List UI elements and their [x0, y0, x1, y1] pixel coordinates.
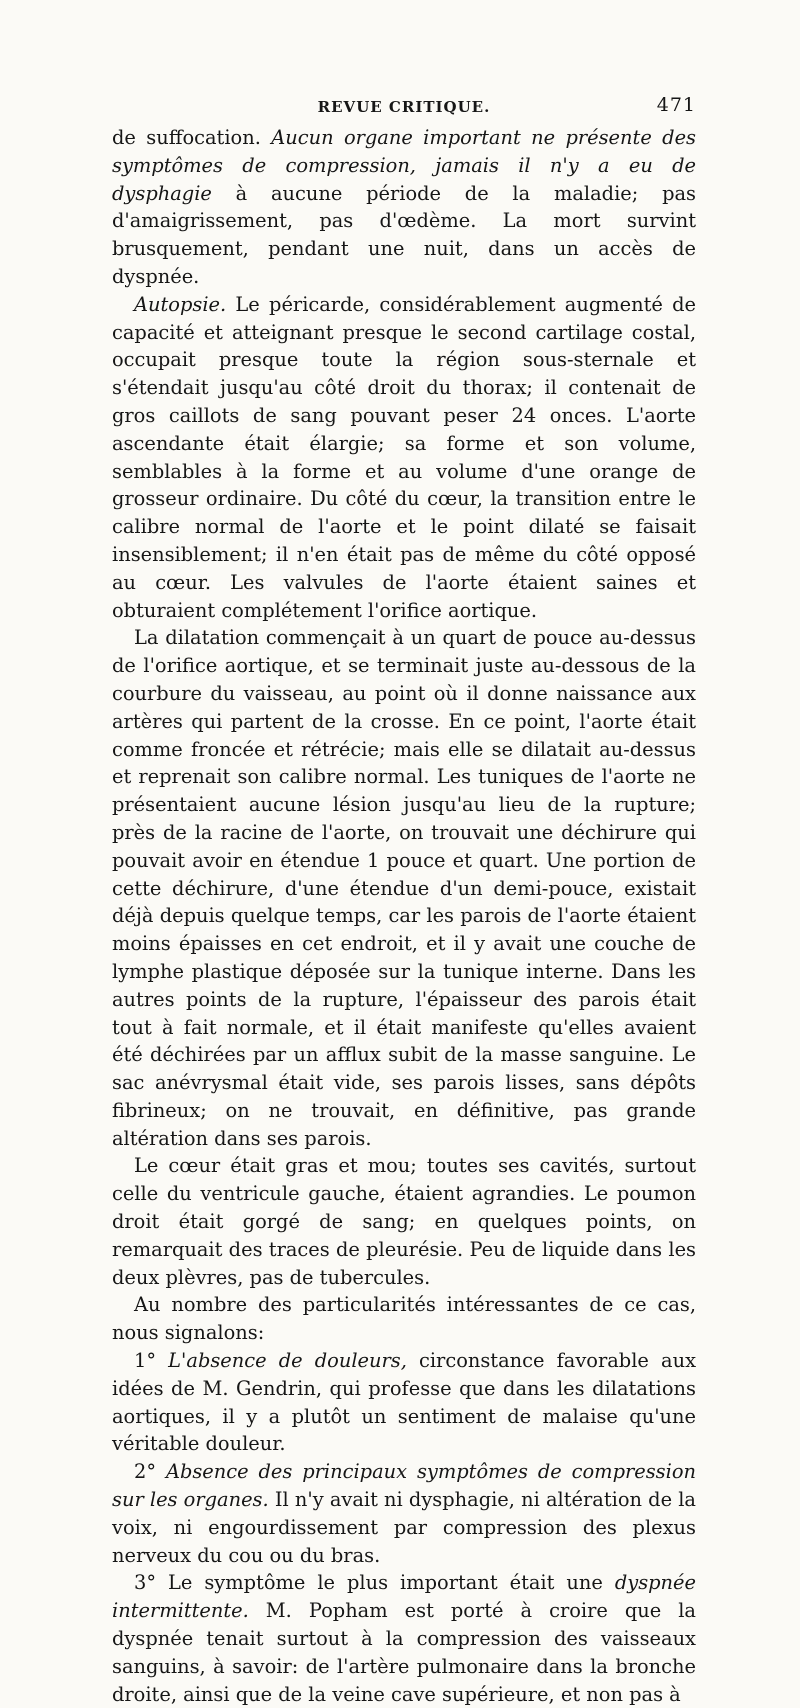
paragraph-p6 [112, 1347, 696, 1458]
text-run: M. Popham est porté à croire que la dyspnée tenait surtout à la compression des vaisseaux sanguins, à savoir: de l'artère pulmonaire dans la bronche droite, ainsi que de la veine cave supérieure, et non pas à [112, 1599, 696, 1706]
text-run: à aucune période de la maladie; pas d'amaigrissement, pas d'œdème. La mort survint brusquement, pendant une nuit, dans un accès de dyspnée. [112, 181, 696, 288]
text-run: de suffocation. [112, 126, 272, 149]
text-run: Le péricarde, considérablement augmenté de capacité et atteignant presque le second cartilage costal, occupait presque toute la région sous-sternale et s'étendait jusqu'au côté droit du thorax; il contenait de gros caillots de sang pouvant peser 24 onces. L'aorte ascendante était élargie; sa forme et son volume, semblables à la forme et au volume d'une orange de grosseur ordinaire. Du côté du cœur, la transition entre le calibre normal de l'aorte et le point dilaté se faisait insensiblement; il n'en était pas de même du côté opposé au cœur. Les valvules de l'aorte étaient saines et obturaient complétement l'orifice aortique. [112, 292, 696, 622]
paragraph-p1 [112, 124, 696, 291]
paragraph-p4 [112, 1152, 696, 1291]
italic-text: Aucun organe important ne présente des symptômes de compression, jamais il n'y a eu de dysphagie [112, 126, 696, 205]
italic-text: dyspnée intermittente. [112, 1571, 696, 1623]
text-run: 2° [134, 1460, 166, 1484]
text-run: circonstance favorable aux idées de M. Gendrin, qui professe que dans les dilatations aortiques, il y a plutôt un sentiment de malaise qu'une véritable douleur. [112, 1349, 696, 1456]
paragraph-p5 [112, 1291, 696, 1347]
italic-text: Autopsie. [134, 292, 227, 316]
body-text [112, 124, 696, 1708]
text-run: La dilatation commençait à un quart de pouce au-dessus de l'orifice aortique, et se terminait juste au-dessous de la courbure du vaisseau, au point où il donne naissance aux artères qui partent de la crosse. En ce point, l'aorte était comme froncée et rétrécie; mais elle se dilatait au-dessus et reprenait son calibre normal. Les tuniques de l'aorte ne présentaient aucune lésion jusqu'au lieu de la rupture; près de la racine de l'aorte, on trouvait une déchirure qui pouvait avoir en étendue 1 pouce et quart. Une portion de cette déchirure, d'une étendue d'un demi-pouce, existait déjà depuis quelque temps, car les parois de l'aorte étaient moins épaisses en cet endroit, et il y avait une couche de lymphe plastique déposée sur la tunique interne. Dans les autres points de la rupture, l'épaisseur des parois était tout à fait normale, et il était manifeste qu'elles avaient été déchirées par un afflux subit de la masse sanguine. Le sac anévrysmal était vide, ses parois lisses, sans dépôts fibrineux; on ne trouvait, en définitive, pas grande altération dans ses parois. [112, 626, 696, 1150]
italic-text: Absence des principaux symptômes de compression sur les organes. [112, 1460, 696, 1512]
text-run: 1° [134, 1349, 169, 1373]
italic-text: L'absence de douleurs, [168, 1349, 407, 1373]
paragraph-p8 [112, 1569, 696, 1708]
text-run: Il n'y avait ni dysphagie, ni altération de la voix, ni engourdissement par compression des plexus nerveux du cou ou du bras. [112, 1488, 696, 1567]
text-run: 3° Le symptôme le plus important était une [134, 1571, 615, 1595]
running-title: REVUE CRITIQUE. [317, 98, 491, 116]
paragraph-p3 [112, 624, 696, 1152]
text-run: Au nombre des particularités intéressantes de ce cas, nous signalons: [112, 1293, 696, 1345]
text-run: Le cœur était gras et mou; toutes ses cavités, surtout celle du ventricule gauche, étaient agrandies. Le poumon droit était gorgé de sang; en quelques points, on remarquait des traces de pleurésie. Peu de liquide dans les deux plèvres, pas de tubercules. [112, 1154, 696, 1289]
paragraph-p7 [112, 1458, 696, 1569]
running-head [112, 94, 696, 124]
page-number: 471 [656, 94, 696, 116]
paragraph-p2 [112, 291, 696, 625]
